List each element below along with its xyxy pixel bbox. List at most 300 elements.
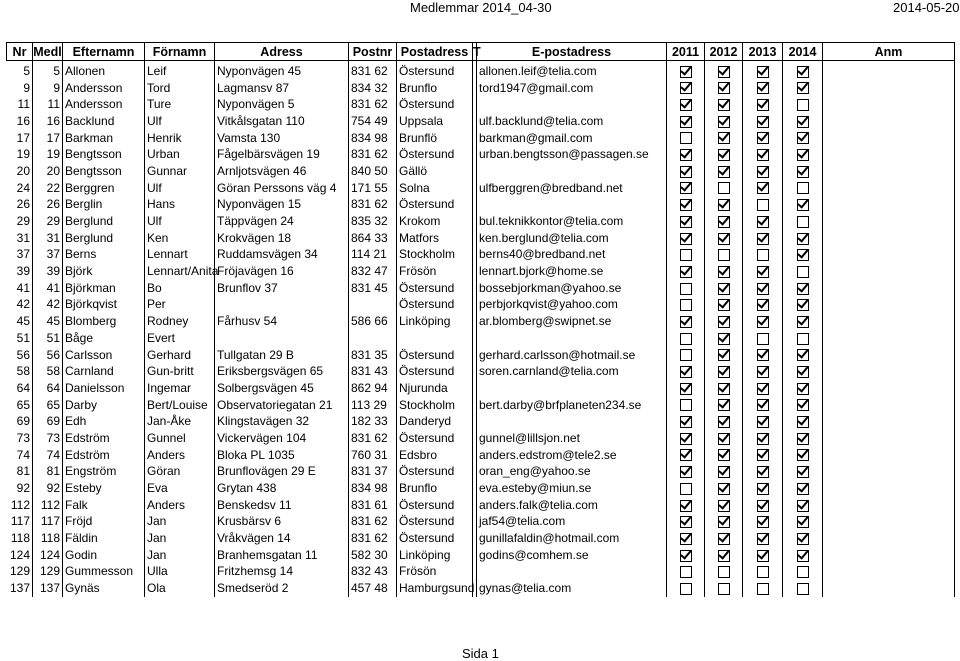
nr-cell: 64 — [16, 380, 30, 395]
city-cell — [397, 330, 473, 347]
checked-checkbox-icon[interactable] — [757, 216, 769, 228]
checked-checkbox-icon[interactable] — [797, 316, 809, 328]
year-2012-cell — [705, 347, 743, 364]
checked-checkbox-icon[interactable] — [680, 366, 692, 378]
year-2011-cell — [667, 213, 705, 230]
nr-cell: 37 — [16, 247, 30, 262]
column-header: Medl — [33, 44, 62, 59]
unchecked-checkbox-icon[interactable] — [718, 182, 730, 194]
year-2014-cell — [783, 247, 823, 264]
table-row — [7, 413, 955, 430]
year-2012-cell — [705, 430, 743, 447]
checked-checkbox-icon[interactable] — [718, 416, 730, 428]
city-cell: Östersund — [397, 430, 473, 447]
checked-checkbox-icon[interactable] — [757, 366, 769, 378]
nr-cell: 81 — [16, 464, 30, 479]
unchecked-checkbox-icon[interactable] — [680, 349, 692, 361]
city-cell: Brunflö — [397, 130, 473, 147]
unchecked-checkbox-icon[interactable] — [757, 199, 769, 211]
email-cell: bert.darby@brfplaneten234.se — [477, 397, 667, 414]
checked-checkbox-icon[interactable] — [797, 299, 809, 311]
checked-checkbox-icon[interactable] — [797, 149, 809, 161]
email-cell: bul.teknikkontor@telia.com — [477, 213, 667, 230]
year-2012-cell — [705, 230, 743, 247]
year-2011-cell — [667, 480, 705, 497]
checked-checkbox-icon[interactable] — [680, 66, 692, 78]
checked-checkbox-icon[interactable] — [680, 449, 692, 461]
column-header: 2012 — [705, 43, 743, 61]
first-name-cell: Ola — [145, 580, 215, 597]
checked-checkbox-icon[interactable] — [757, 266, 769, 278]
note-cell — [823, 580, 955, 597]
checked-checkbox-icon[interactable] — [757, 166, 769, 178]
year-2013-cell — [743, 464, 783, 481]
nr-cell: 19 — [16, 147, 30, 162]
year-2011-cell — [667, 514, 705, 531]
unchecked-checkbox-icon[interactable] — [797, 583, 809, 595]
nr-cell: 92 — [16, 481, 30, 496]
checked-checkbox-icon[interactable] — [757, 66, 769, 78]
checked-checkbox-icon[interactable] — [680, 166, 692, 178]
note-cell — [823, 363, 955, 380]
year-2011-cell — [667, 363, 705, 380]
year-2013-cell — [743, 180, 783, 197]
year-2014-cell — [783, 146, 823, 163]
email-cell — [477, 413, 667, 430]
medl-cell: 65 — [33, 397, 63, 414]
city-cell: Östersund — [397, 280, 473, 297]
year-2012-cell — [705, 96, 743, 113]
year-2013-cell — [743, 330, 783, 347]
document-title: Medlemmar 2014_04-30 — [410, 0, 552, 15]
year-2014-cell — [783, 213, 823, 230]
nr-cell: 118 — [10, 531, 30, 546]
checked-checkbox-icon[interactable] — [757, 99, 769, 111]
medl-cell: 9 — [33, 80, 63, 97]
postcode-cell: 834 98 — [349, 130, 397, 147]
year-2013-cell — [743, 280, 783, 297]
checked-checkbox-icon[interactable] — [797, 199, 809, 211]
address-cell: Grytan 438 — [215, 480, 349, 497]
year-2014-cell — [783, 96, 823, 113]
checked-checkbox-icon[interactable] — [797, 483, 809, 495]
address-cell: Eriksbergsvägen 65 — [215, 363, 349, 380]
table-row — [7, 230, 955, 247]
checked-checkbox-icon[interactable] — [718, 449, 730, 461]
year-2014-cell — [783, 330, 823, 347]
checked-checkbox-icon[interactable] — [718, 399, 730, 411]
table-row — [7, 247, 955, 264]
first-name-cell: Leif — [145, 61, 215, 80]
year-2012-cell — [705, 497, 743, 514]
email-cell: godins@comhem.se — [477, 547, 667, 564]
note-cell — [823, 163, 955, 180]
checked-checkbox-icon[interactable] — [757, 533, 769, 545]
unchecked-checkbox-icon[interactable] — [797, 182, 809, 194]
checked-checkbox-icon[interactable] — [757, 149, 769, 161]
nr-cell: 73 — [16, 430, 30, 445]
year-2012-cell — [705, 280, 743, 297]
note-cell — [823, 313, 955, 330]
checked-checkbox-icon[interactable] — [797, 249, 809, 261]
unchecked-checkbox-icon[interactable] — [680, 249, 692, 261]
year-2013-cell — [743, 80, 783, 97]
checked-checkbox-icon[interactable] — [680, 82, 692, 94]
surname-cell: Berggren — [63, 180, 145, 197]
checked-checkbox-icon[interactable] — [718, 82, 730, 94]
checked-checkbox-icon[interactable] — [718, 550, 730, 562]
email-cell: ar.blomberg@swipnet.se — [477, 313, 667, 330]
checked-checkbox-icon[interactable] — [757, 349, 769, 361]
checked-checkbox-icon[interactable] — [797, 433, 809, 445]
postcode-cell: 831 62 — [349, 530, 397, 547]
year-2013-cell — [743, 480, 783, 497]
unchecked-checkbox-icon[interactable] — [680, 299, 692, 311]
checked-checkbox-icon[interactable] — [680, 466, 692, 478]
column-header: T — [473, 44, 481, 59]
checked-checkbox-icon[interactable] — [797, 550, 809, 562]
medl-cell: 11 — [33, 96, 63, 113]
checked-checkbox-icon[interactable] — [718, 266, 730, 278]
surname-cell: Falk — [63, 497, 145, 514]
checked-checkbox-icon[interactable] — [757, 132, 769, 144]
postcode-cell: 114 21 — [349, 247, 397, 264]
year-2014-cell — [783, 163, 823, 180]
checked-checkbox-icon[interactable] — [718, 433, 730, 445]
checked-checkbox-icon[interactable] — [718, 149, 730, 161]
checked-checkbox-icon[interactable] — [718, 316, 730, 328]
nr-cell: 112 — [10, 497, 30, 512]
document-date: 2014-05-20 — [893, 0, 960, 15]
table-row — [7, 130, 955, 147]
year-2011-cell — [667, 413, 705, 430]
checked-checkbox-icon[interactable] — [797, 82, 809, 94]
medl-cell: 64 — [33, 380, 63, 397]
surname-cell: Berns — [63, 247, 145, 264]
checked-checkbox-icon[interactable] — [797, 66, 809, 78]
unchecked-checkbox-icon[interactable] — [680, 132, 692, 144]
year-2012-cell — [705, 363, 743, 380]
checked-checkbox-icon[interactable] — [718, 199, 730, 211]
year-2011-cell — [667, 330, 705, 347]
year-2013-cell — [743, 230, 783, 247]
checked-checkbox-icon[interactable] — [718, 516, 730, 528]
year-2012-cell — [705, 380, 743, 397]
checked-checkbox-icon[interactable] — [680, 516, 692, 528]
note-cell — [823, 480, 955, 497]
checked-checkbox-icon[interactable] — [797, 116, 809, 128]
year-2014-cell — [783, 514, 823, 531]
checked-checkbox-icon[interactable] — [718, 366, 730, 378]
column-header: 2014 — [783, 43, 823, 61]
checked-checkbox-icon[interactable] — [718, 233, 730, 245]
year-2011-cell — [667, 397, 705, 414]
first-name-cell: Hans — [145, 197, 215, 214]
year-2013-cell — [743, 247, 783, 264]
checked-checkbox-icon[interactable] — [757, 383, 769, 395]
table-row — [7, 263, 955, 280]
city-cell: Uppsala — [397, 113, 473, 130]
nr-cell: 42 — [16, 297, 30, 312]
checked-checkbox-icon[interactable] — [718, 533, 730, 545]
year-2013-cell — [743, 297, 783, 314]
year-2012-cell — [705, 330, 743, 347]
year-2012-cell — [705, 547, 743, 564]
table-row — [7, 347, 955, 364]
checked-checkbox-icon[interactable] — [680, 550, 692, 562]
nr-cell: 124 — [9, 547, 30, 562]
surname-cell: Barkman — [63, 130, 145, 147]
checked-checkbox-icon[interactable] — [680, 500, 692, 512]
table-row — [7, 280, 955, 297]
surname-cell: Edström — [63, 447, 145, 464]
year-2013-cell — [743, 547, 783, 564]
checked-checkbox-icon[interactable] — [680, 316, 692, 328]
address-cell: Smedseröd 2 — [215, 580, 349, 597]
city-cell: Östersund — [397, 363, 473, 380]
nr-cell: 31 — [16, 230, 30, 245]
checked-checkbox-icon[interactable] — [797, 283, 809, 295]
medl-cell: 129 — [33, 564, 63, 581]
checked-checkbox-icon[interactable] — [797, 516, 809, 528]
checked-checkbox-icon[interactable] — [680, 149, 692, 161]
unchecked-checkbox-icon[interactable] — [718, 583, 730, 595]
checked-checkbox-icon[interactable] — [680, 266, 692, 278]
address-cell: Vitkålsgatan 110 — [215, 113, 349, 130]
nr-cell: 45 — [16, 314, 30, 329]
checked-checkbox-icon[interactable] — [680, 233, 692, 245]
checked-checkbox-icon[interactable] — [797, 383, 809, 395]
email-cell: bossebjorkman@yahoo.se — [477, 280, 667, 297]
address-cell: Nyponvägen 45 — [215, 61, 349, 80]
note-cell — [823, 247, 955, 264]
table-row — [7, 113, 955, 130]
checked-checkbox-icon[interactable] — [680, 533, 692, 545]
city-cell: Östersund — [397, 530, 473, 547]
surname-cell: Allonen — [63, 61, 145, 80]
table-row — [7, 297, 955, 314]
note-cell — [823, 80, 955, 97]
year-2014-cell — [783, 480, 823, 497]
first-name-cell: Rodney — [145, 313, 215, 330]
checked-checkbox-icon[interactable] — [757, 466, 769, 478]
checked-checkbox-icon[interactable] — [718, 166, 730, 178]
unchecked-checkbox-icon[interactable] — [757, 583, 769, 595]
email-cell: berns40@bredband.net — [477, 247, 667, 264]
unchecked-checkbox-icon[interactable] — [797, 566, 809, 578]
surname-cell: Carnland — [63, 363, 145, 380]
checked-checkbox-icon[interactable] — [757, 399, 769, 411]
year-2012-cell — [705, 514, 743, 531]
year-2014-cell — [783, 130, 823, 147]
postcode-cell — [349, 297, 397, 314]
note-cell — [823, 96, 955, 113]
email-cell: anders.edstrom@tele2.se — [477, 447, 667, 464]
year-2014-cell — [783, 197, 823, 214]
unchecked-checkbox-icon[interactable] — [680, 483, 692, 495]
postcode-cell: 834 98 — [349, 480, 397, 497]
year-2014-cell — [783, 280, 823, 297]
checked-checkbox-icon[interactable] — [680, 383, 692, 395]
unchecked-checkbox-icon[interactable] — [757, 249, 769, 261]
unchecked-checkbox-icon[interactable] — [797, 99, 809, 111]
medl-cell: 5 — [33, 61, 63, 80]
email-cell: ulf.backlund@telia.com — [477, 113, 667, 130]
table-row — [7, 197, 955, 214]
checked-checkbox-icon[interactable] — [718, 500, 730, 512]
city-cell: Östersund — [397, 146, 473, 163]
year-2014-cell — [783, 447, 823, 464]
city-cell: Östersund — [397, 514, 473, 531]
checked-checkbox-icon[interactable] — [757, 316, 769, 328]
table-row — [7, 330, 955, 347]
checked-checkbox-icon[interactable] — [718, 116, 730, 128]
checked-checkbox-icon[interactable] — [757, 182, 769, 194]
column-header: 2013 — [743, 43, 783, 61]
nr-cell: 65 — [16, 397, 30, 412]
checked-checkbox-icon[interactable] — [718, 216, 730, 228]
postcode-cell: 754 49 — [349, 113, 397, 130]
unchecked-checkbox-icon[interactable] — [797, 266, 809, 278]
checked-checkbox-icon[interactable] — [718, 299, 730, 311]
checked-checkbox-icon[interactable] — [797, 533, 809, 545]
address-cell — [215, 297, 349, 314]
year-2014-cell — [783, 230, 823, 247]
unchecked-checkbox-icon[interactable] — [680, 333, 692, 345]
postcode-cell: 831 62 — [349, 514, 397, 531]
unchecked-checkbox-icon[interactable] — [757, 333, 769, 345]
checked-checkbox-icon[interactable] — [718, 66, 730, 78]
checked-checkbox-icon[interactable] — [757, 433, 769, 445]
checked-checkbox-icon[interactable] — [718, 466, 730, 478]
unchecked-checkbox-icon[interactable] — [680, 566, 692, 578]
checked-checkbox-icon[interactable] — [757, 416, 769, 428]
email-cell — [477, 380, 667, 397]
year-2011-cell — [667, 263, 705, 280]
city-cell: Njurunda — [397, 380, 473, 397]
checked-checkbox-icon[interactable] — [757, 500, 769, 512]
table-row — [7, 163, 955, 180]
checked-checkbox-icon[interactable] — [797, 500, 809, 512]
unchecked-checkbox-icon[interactable] — [757, 566, 769, 578]
checked-checkbox-icon[interactable] — [718, 483, 730, 495]
checked-checkbox-icon[interactable] — [757, 299, 769, 311]
medl-cell: 29 — [33, 213, 63, 230]
checked-checkbox-icon[interactable] — [680, 199, 692, 211]
first-name-cell: Ulf — [145, 113, 215, 130]
table-row — [7, 363, 955, 380]
checked-checkbox-icon[interactable] — [797, 399, 809, 411]
city-cell: Solna — [397, 180, 473, 197]
checked-checkbox-icon[interactable] — [718, 283, 730, 295]
medl-cell: 118 — [33, 530, 63, 547]
checked-checkbox-icon[interactable] — [757, 516, 769, 528]
year-2011-cell — [667, 180, 705, 197]
unchecked-checkbox-icon[interactable] — [680, 283, 692, 295]
first-name-cell: Göran — [145, 464, 215, 481]
checked-checkbox-icon[interactable] — [757, 233, 769, 245]
checked-checkbox-icon[interactable] — [718, 383, 730, 395]
year-2014-cell — [783, 61, 823, 80]
unchecked-checkbox-icon[interactable] — [797, 216, 809, 228]
table-row — [7, 530, 955, 547]
checked-checkbox-icon[interactable] — [757, 82, 769, 94]
medl-cell: 19 — [33, 146, 63, 163]
checked-checkbox-icon[interactable] — [797, 132, 809, 144]
year-2013-cell — [743, 61, 783, 80]
unchecked-checkbox-icon[interactable] — [680, 583, 692, 595]
checked-checkbox-icon[interactable] — [718, 132, 730, 144]
surname-cell: Båge — [63, 330, 145, 347]
email-cell: jaf54@telia.com — [477, 514, 667, 531]
medl-cell: 42 — [33, 297, 63, 314]
checked-checkbox-icon[interactable] — [718, 349, 730, 361]
surname-cell: Björkman — [63, 280, 145, 297]
checked-checkbox-icon[interactable] — [718, 333, 730, 345]
checked-checkbox-icon[interactable] — [797, 233, 809, 245]
postcode-cell — [349, 330, 397, 347]
surname-cell: Björk — [63, 263, 145, 280]
checked-checkbox-icon[interactable] — [757, 483, 769, 495]
checked-checkbox-icon[interactable] — [680, 433, 692, 445]
year-2013-cell — [743, 96, 783, 113]
unchecked-checkbox-icon[interactable] — [680, 399, 692, 411]
address-cell: Brunflov 37 — [215, 280, 349, 297]
email-cell: gunillafaldin@hotmail.com — [477, 530, 667, 547]
unchecked-checkbox-icon[interactable] — [718, 249, 730, 261]
table-row — [7, 180, 955, 197]
checked-checkbox-icon[interactable] — [718, 99, 730, 111]
note-cell — [823, 497, 955, 514]
checked-checkbox-icon[interactable] — [797, 466, 809, 478]
checked-checkbox-icon[interactable] — [757, 283, 769, 295]
medl-cell: 26 — [33, 197, 63, 214]
year-2011-cell — [667, 96, 705, 113]
note-cell — [823, 197, 955, 214]
city-cell: Edsbro — [397, 447, 473, 464]
checked-checkbox-icon[interactable] — [680, 182, 692, 194]
checked-checkbox-icon[interactable] — [797, 349, 809, 361]
first-name-cell: Anders — [145, 497, 215, 514]
checked-checkbox-icon[interactable] — [797, 449, 809, 461]
year-2011-cell — [667, 197, 705, 214]
checked-checkbox-icon[interactable] — [680, 216, 692, 228]
address-cell: Arnljotsvägen 46 — [215, 163, 349, 180]
year-2011-cell — [667, 247, 705, 264]
city-cell: Hamburgsund — [397, 580, 473, 597]
year-2012-cell — [705, 564, 743, 581]
year-2011-cell — [667, 163, 705, 180]
checked-checkbox-icon[interactable] — [797, 166, 809, 178]
medl-cell: 39 — [33, 263, 63, 280]
checked-checkbox-icon[interactable] — [680, 116, 692, 128]
checked-checkbox-icon[interactable] — [797, 416, 809, 428]
unchecked-checkbox-icon[interactable] — [797, 333, 809, 345]
medl-cell: 124 — [33, 547, 63, 564]
note-cell — [823, 130, 955, 147]
checked-checkbox-icon[interactable] — [797, 366, 809, 378]
year-2013-cell — [743, 530, 783, 547]
note-cell — [823, 180, 955, 197]
checked-checkbox-icon[interactable] — [757, 116, 769, 128]
first-name-cell: Ingemar — [145, 380, 215, 397]
checked-checkbox-icon[interactable] — [680, 99, 692, 111]
checked-checkbox-icon[interactable] — [680, 416, 692, 428]
checked-checkbox-icon[interactable] — [757, 449, 769, 461]
column-header: Efternamn — [63, 43, 145, 61]
checked-checkbox-icon[interactable] — [757, 550, 769, 562]
unchecked-checkbox-icon[interactable] — [718, 566, 730, 578]
